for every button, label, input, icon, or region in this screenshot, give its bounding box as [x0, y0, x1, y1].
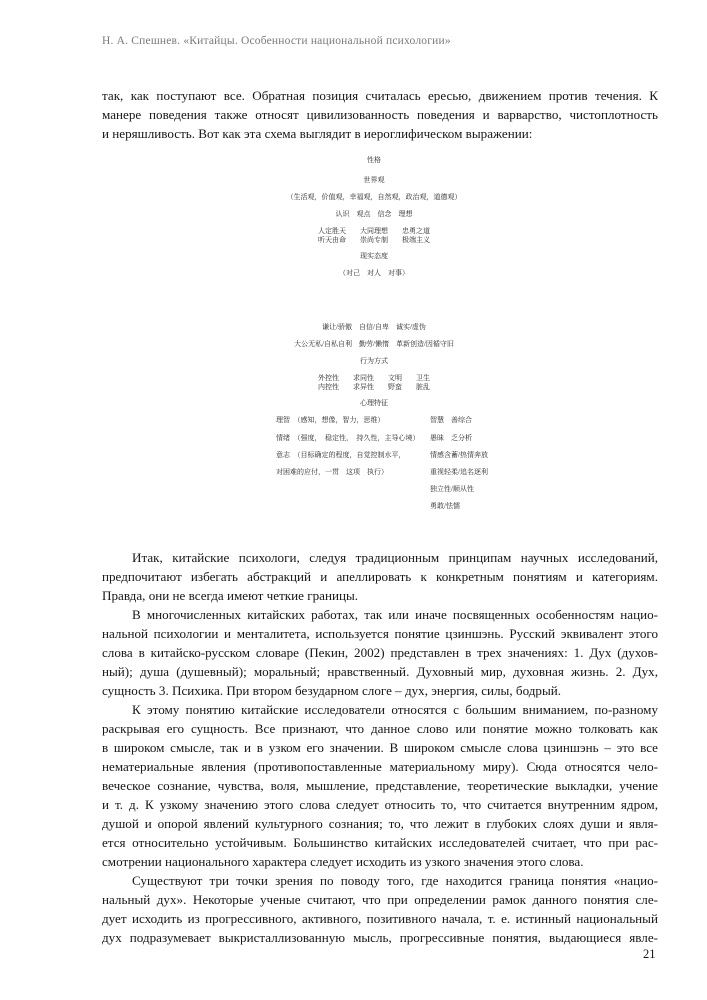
- text-line: ется относительно устойчивым. Большинство китайских исследователей считает, что при рас-: [102, 835, 658, 850]
- text-line: так, как поступают все. Обратная позиция считалась ересью, движением против течения. К: [102, 88, 658, 103]
- diagram-worldview: 世界观: [363, 176, 385, 184]
- diagram-behavior: 行为方式: [360, 357, 388, 365]
- text-line: В многочисленных китайских работах, так или иначе посвященных особенностям нацио-: [132, 607, 658, 622]
- text-line: в широком смысле, так и в узком его значении. В широком смысле слова цзиншэнь – это все: [102, 740, 658, 755]
- text-line: предпочитают избегать абстракций и апеллировать к конкретным понятиям и категориям.: [102, 569, 658, 584]
- diagram-left-row: 对困难的应付，一贯 这项 执行）: [276, 468, 388, 476]
- diagram-left-row: 情绪 （强度， 稳定性， 持久性，主导心境）: [276, 434, 420, 442]
- text-line: веческое сознание, чувства, воля, мышление, представление, теоретические выкладки, учение: [102, 778, 658, 793]
- diagram-traits: 大公无私/自私自利 勤劳/懒惰 革新创造/因循守旧: [294, 340, 454, 348]
- text-line: Правда, они не всегда имеют четкие границы.: [102, 588, 359, 603]
- text-line: и неряшливость. Вот как эта схема выглядит в иероглифическом выражении:: [102, 126, 533, 141]
- diagram-right-row: 愚昧 乏分析: [430, 434, 472, 442]
- diagram-right-row: 独立性/顺从性: [430, 485, 474, 493]
- diagram-attitude: 现实态度: [360, 252, 388, 260]
- diagram-right-row: 重视轻柔/追名逐利: [430, 468, 488, 476]
- text-line: нальный дух». Некоторые ученые считают, что при определении рамок данного понятия сле-: [102, 892, 658, 907]
- text-line: раскрывая его сущность. Все признают, что данное слово или понятие можно толковать как: [102, 721, 658, 736]
- diagram-right-row: 勇敢/怯懦: [430, 502, 460, 510]
- diagram-cognition: 认识 观点 信念 理想: [335, 210, 413, 218]
- diagram-views-list: （生活观，价值观，幸福观，自然观，政治观，道德观）: [286, 193, 462, 201]
- page-number: 21: [643, 947, 656, 961]
- diagram-left-row: 意志 （目标确定的程度，自觉控制水平，: [276, 451, 406, 459]
- diagram-attitude-list: （对己 对人 对事）: [339, 269, 409, 277]
- body-text: [102, 548, 658, 947]
- diagram-row: 人定胜天 大同理想 忠勇之道: [318, 227, 430, 235]
- diagram-title: 性格: [367, 156, 381, 164]
- diagram-traits: 谦让/骄傲 自信/自卑 诚实/虚伪: [322, 323, 426, 331]
- text-line: нальной психологии и менталитета, используется понятие цзиншэнь. Русский эквивалент этого: [102, 626, 658, 641]
- text-line: нематериальные явления (противопоставленные материальному миру). Сюда относятся чело-: [102, 759, 658, 774]
- diagram-left-row: 理智 （感知，想像，智力，思维）: [276, 416, 385, 424]
- text-line: Существуют три точки зрения по поводу того, где находится граница понятия «нацио-: [132, 873, 658, 888]
- text-line: К этому понятию китайские исследователи относятся с большим вниманием, по-разному: [132, 702, 658, 717]
- diagram-row: 外控性 求同性 文明 卫生: [318, 374, 430, 382]
- running-header: Н. А. Спешнев. «Китайцы. Особенности национальной психологии»: [102, 35, 451, 47]
- diagram-row: 听天由命 崇尚专制 极端主义: [318, 236, 430, 244]
- text-line: смотрении национального характера следует исходить из узкого значения этого слова.: [102, 854, 584, 869]
- text-line: дух подразумевает выкристаллизованную мысль, прогрессивные понятия, выдающиеся явле-: [102, 930, 658, 945]
- diagram-right-row: 情感含蓄/热情奔放: [430, 451, 488, 459]
- text-line: дует исходить из прогрессивного, активного, позитивного начала, т. е. истинный национальный: [102, 911, 658, 926]
- diagram-psych: 心理特征: [360, 399, 388, 407]
- diagram-row: 内控性 求异性 野蛮 脏乱: [318, 383, 430, 391]
- text-line: сущность 3. Психика. При втором безударном слоге – дух, энергия, силы, бодрый.: [102, 683, 562, 698]
- text-line: ный); душа (душевный); моральный; нравственный. Духовный мир, духовная жизнь. 2. Дух,: [102, 664, 658, 679]
- diagram-right-row: 智慧 善综合: [430, 416, 472, 424]
- text-line: манере поведения также относят цивилизованность поведения и варварство, чистоплотность: [102, 107, 658, 122]
- text-line: слова в китайско-русском словаре (Пекин, 2002) представлен в трех значениях: 1. Дух (духов-: [102, 645, 658, 660]
- text-line: Итак, китайские психологи, следуя традиционным принципам научных исследований,: [132, 550, 658, 565]
- text-line: душой и опорой явлений культурного сознания; то, что лежит в глубоких слоях души и явля-: [102, 816, 658, 831]
- text-line: и т. д. К узкому значению этого слова следует относить то, что считается внутренним ядром,: [102, 797, 658, 812]
